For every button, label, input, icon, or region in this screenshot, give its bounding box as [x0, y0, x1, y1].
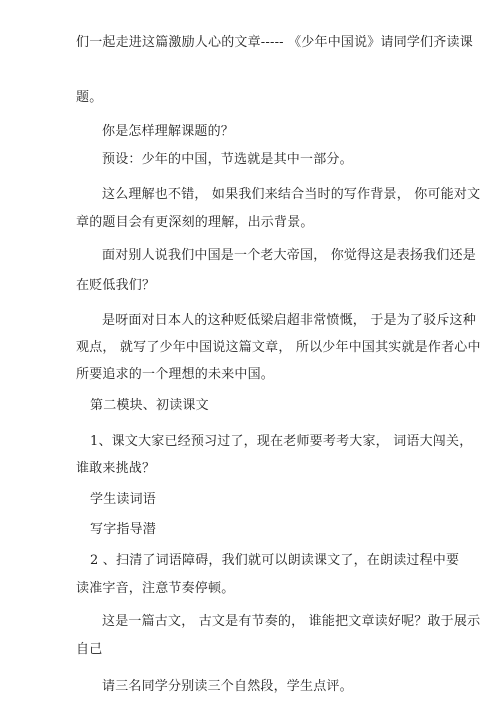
text-line: 们一起走进这篇激励人心的文章----- 《少年中国说》请同学们齐读课 [76, 35, 473, 50]
text-line: 你是怎样理解课题的？ [102, 124, 235, 139]
text-line: 观点， 就写了少年中国说这篇文章， 所以少年中国其实就是作者心中 [76, 340, 481, 355]
text-line: 2 、扫清了词语障碍，我们就可以朗读课文了，在朗读过程中要 [90, 553, 460, 568]
text-line: 请三名同学分别读三个自然段，学生点评。 [102, 679, 353, 694]
text-line: 题。 [76, 90, 103, 105]
text-line: 是呀面对日本人的这种贬低梁启超非常愤慨， 于是为了驳斥这种 [102, 313, 476, 328]
text-line: 预设：少年的中国，节选就是其中一部分。 [102, 152, 353, 167]
section-heading: 第二模块、初读课文 [90, 398, 209, 413]
text-line: 在贬低我们？ [76, 278, 156, 293]
text-line: 面对别人说我们中国是一个老大帝国， 你觉得这是表扬我们还是 [102, 248, 476, 263]
text-line: 谁敢来挑战？ [76, 461, 156, 476]
text-line: 章的题目会有更深刻的理解，出示背景。 [76, 215, 314, 230]
text-line: 读准字音，注意节奏停顿。 [76, 581, 235, 596]
text-line: 学生读词语 [90, 492, 157, 507]
text-line: 1、课文大家已经预习过了，现在老师要考考大家， 词语大闯关， [90, 434, 473, 449]
text-line: 写字指导潜 [90, 522, 157, 537]
text-line: 自己 [76, 642, 103, 657]
text-line: 这是一篇古文， 古文是有节奏的， 谁能把文章读好呢？敢于展示 [102, 614, 481, 629]
text-line: 这么理解也不错， 如果我们来结合当时的写作背景， 你可能对文 [102, 187, 481, 202]
text-line: 所要追求的一个理想的未来中国。 [76, 367, 275, 382]
